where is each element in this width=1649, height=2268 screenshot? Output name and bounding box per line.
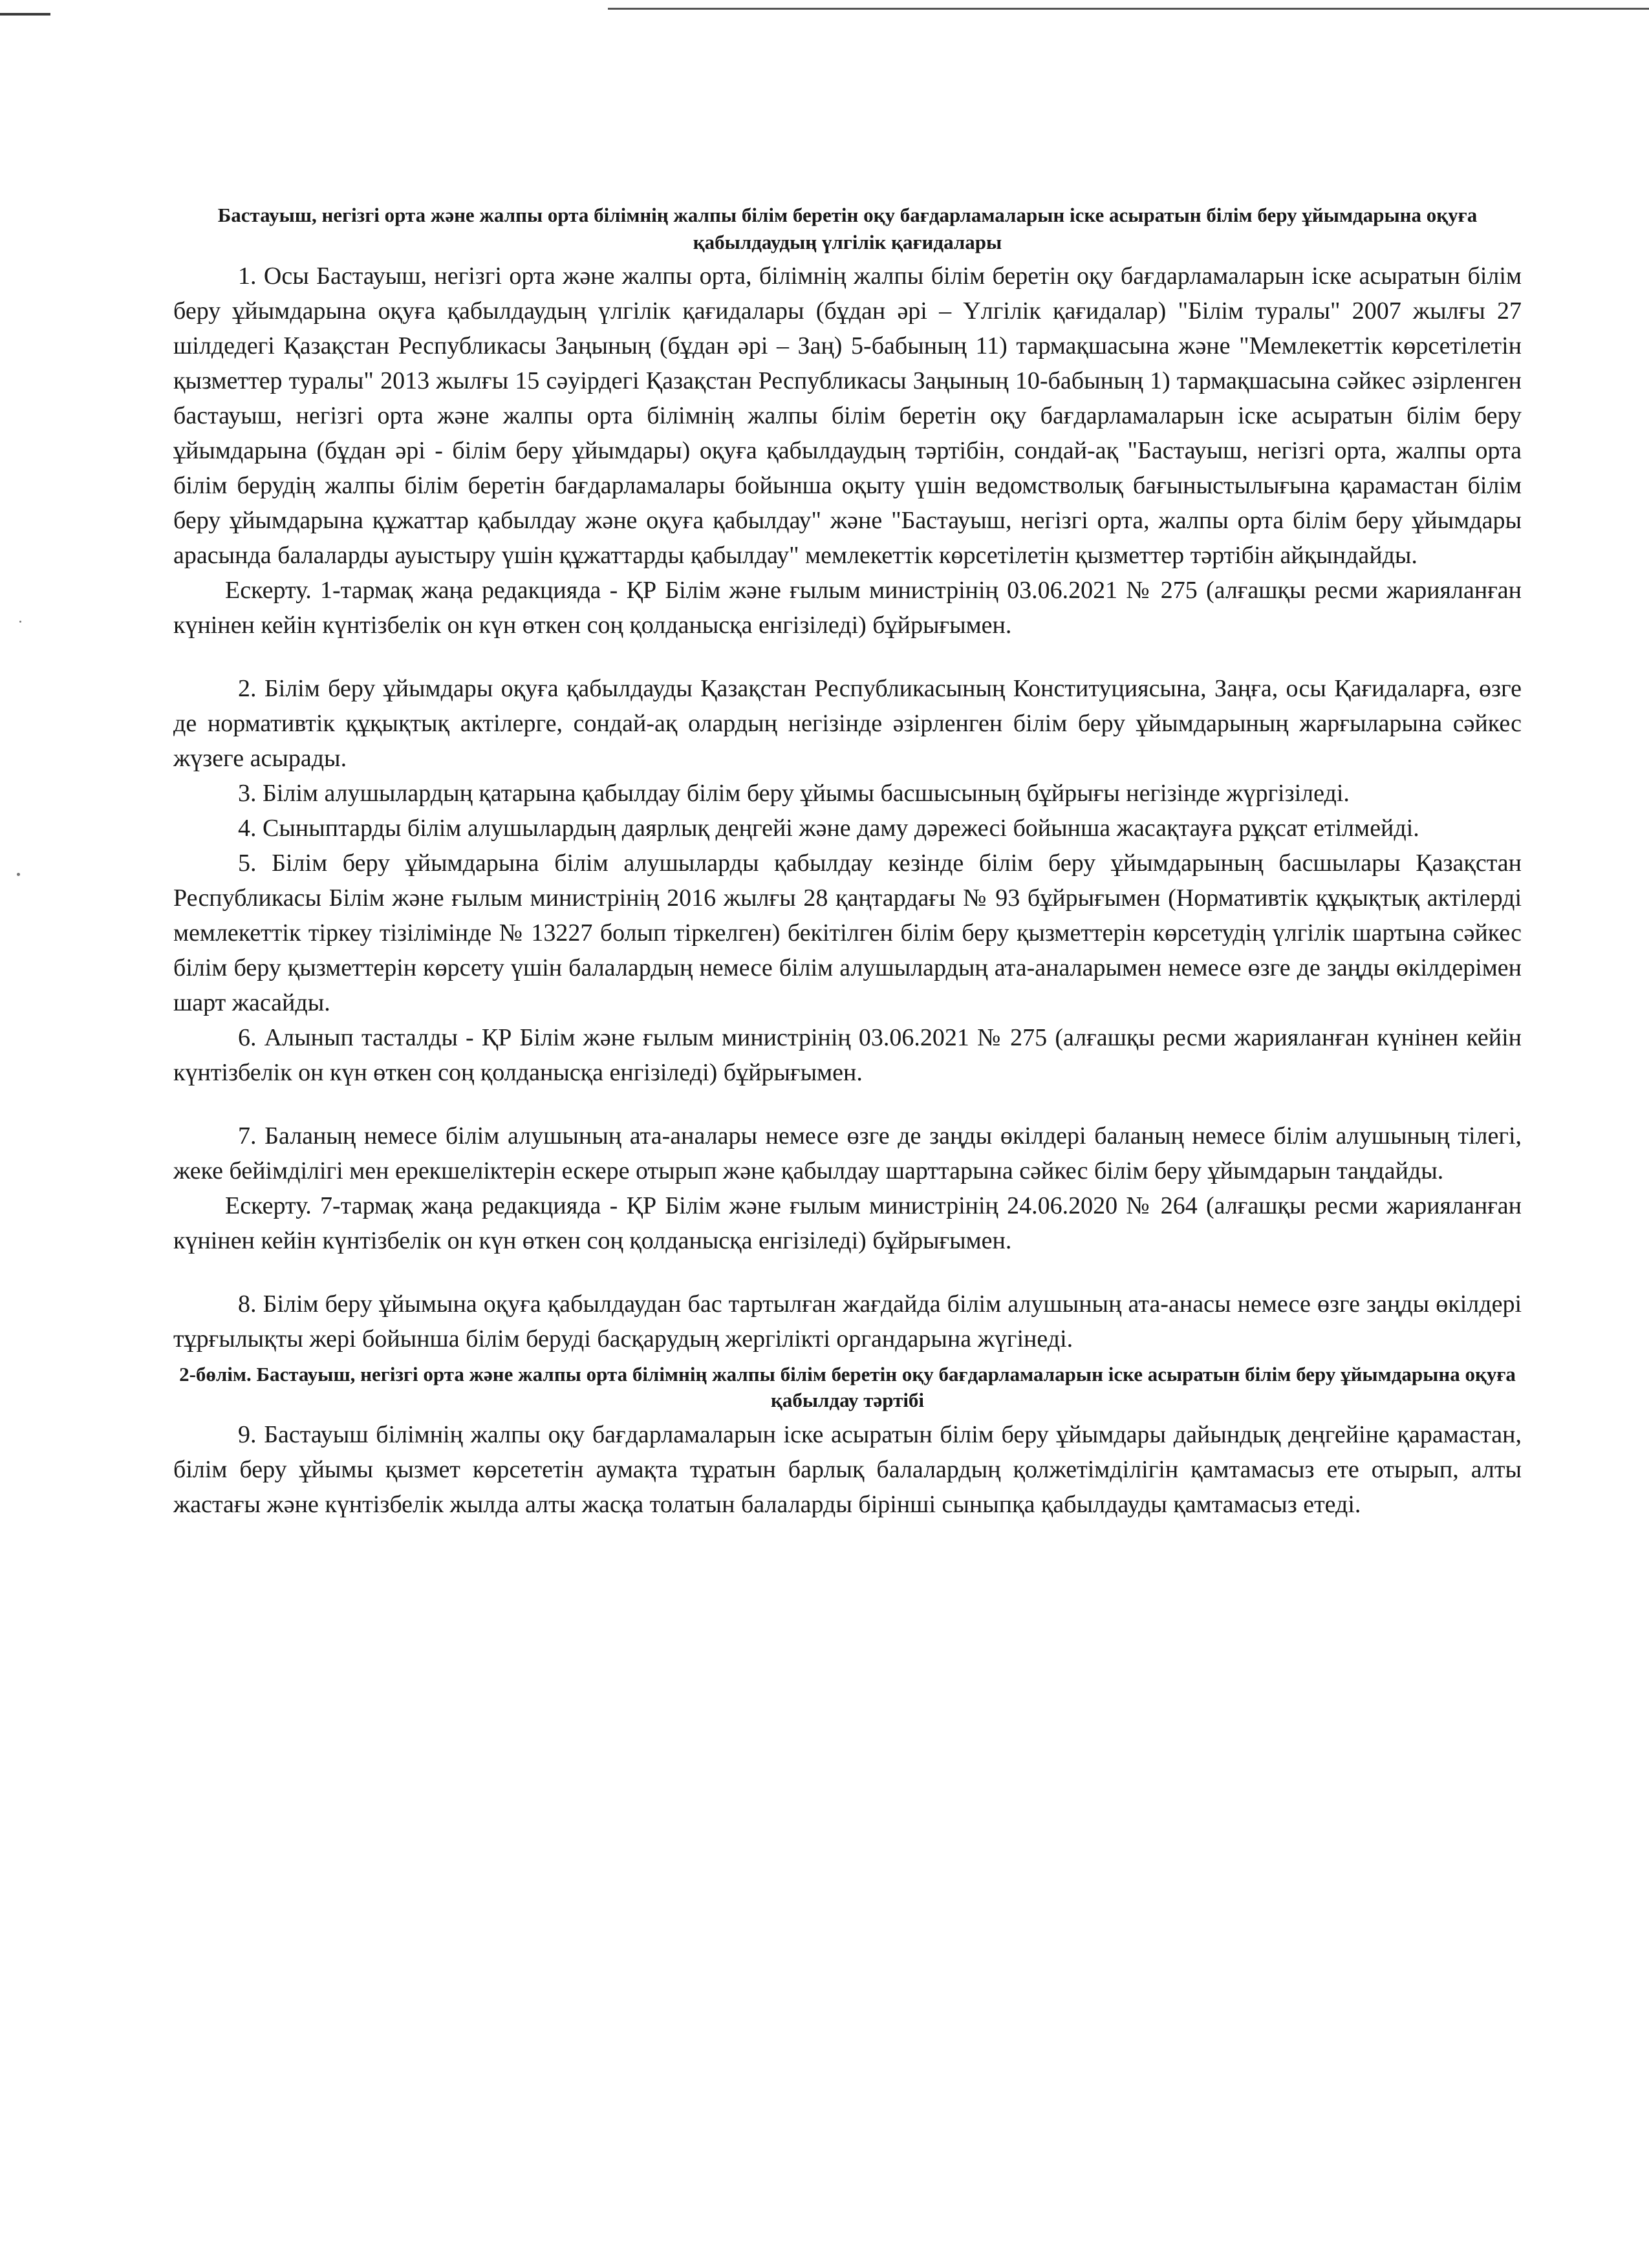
scan-edge-mark-top	[608, 8, 1649, 10]
note-paragraph-1: Ескерту. 1-тармақ жаңа редакцияда - ҚР Білім және ғылым министрінің 03.06.2021 № 275 (алғашқы ресми жарияланған күнінен кейін күнтізбелік он күн өткен соң қолданысқа енгізіледі) бұйрығымен.	[173, 577, 1522, 639]
spacer	[173, 643, 1522, 671]
paragraph-4: 4. Сыныптарды білім алушылардың даярлық деңгейі және даму дәрежесі бойынша жасақтауға рұқсат етілмейді.	[238, 815, 1419, 842]
document-title: Бастауыш, негізгі орта және жалпы орта білімнің жалпы білім беретін оқу бағдарламаларын іске асыратын білім беру ұйымдарына оқуға қабылдаудың үлгілік қағидалары	[217, 204, 1478, 253]
paragraph-3: 3. Білім алушылардың қатарына қабылдау білім беру ұйымы басшысының бұйрығы негізінде жүргізіледі.	[238, 780, 1350, 807]
scan-edge-mark-left	[0, 13, 50, 16]
paragraph-2: 2. Білім беру ұйымдары оқуға қабылдауды Қазақстан Республикасының Конституциясына, Заңға, осы Қағидаларға, өзге де нормативтік құқықтық актілерге, сондай-ақ олардың негізінде әзірленген білім беру ұйымдарының жарғыларына сәйкес жүзеге асырады.	[173, 675, 1522, 772]
spacer	[173, 1090, 1522, 1118]
paragraph-5: 5. Білім беру ұйымдарына білім алушыларды қабылдау кезінде білім беру ұйымдарының басшылары Қазақстан Республикасы Білім және ғылым министрінің 2016 жылғы 28 қаңтардағы № 93 бұйрығымен (Нормативтік құқықтық актілерді мемлекеттік тіркеу тізілімінде № 13227 болып тіркелген) бекітілген білім беру қызметтерін көрсетудің үлгілік шартына сәйкес білім беру қызметтерін көрсету үшін балалардың немесе білім алушылардың ата-аналарымен немесе өзге де заңды өкілдерімен шарт жасайды.	[173, 850, 1522, 1016]
paragraph-1: 1. Осы Бастауыш, негізгі орта және жалпы орта, білімнің жалпы білім беретін оқу бағдарламаларын іске асыратын білім беру ұйымдарына оқуға қабылдаудың үлгілік қағидалары (бұдан әрі – Үлгілік қағидалар) "Білім туралы" 2007 жылғы 27 шілдедегі Қазақстан Республикасы Заңының (бұдан әрі – Заң) 5-бабының 11) тармақшасына және "Мемлекеттік көрсетілетін қызметтер туралы" 2013 жылғы 15 сәуірдегі Қазақстан Республикасы Заңының 10-бабының 1) тармақшасына сәйкес әзірленген бастауыш, негізгі орта және жалпы орта білімнің жалпы білім беретін оқу бағдарламаларын іске асыратын білім беру ұйымдарына (бұдан әрі - білім беру ұйымдары) оқуға қабылдаудың тәртібін, сондай-ақ "Бастауыш, негізгі орта, жалпы орта білім берудің жалпы білім беретін бағдарламалары бойынша оқыту үшін ведомстволық бағыныстылығына қарамастан білім беру ұйымдарына құжаттар қабылдау және оқуға қабылдау" және "Бастауыш, негізгі орта, жалпы орта білім беру ұйымдары арасында балаларды ауыстыру үшін құжаттарды қабылдау" мемлекеттік көрсетілетін қызметтер тәртібін айқындайды.	[173, 262, 1522, 569]
scan-speck	[17, 873, 20, 876]
paragraph-8: 8. Білім беру ұйымына оқуға қабылдаудан бас тартылған жағдайда білім алушының ата-анасы немесе өзге заңды өкілдері тұрғылықты жері бойынша білім беруді басқарудың жергілікті органдарына жүгінеді.	[173, 1290, 1522, 1353]
spacer	[173, 1258, 1522, 1287]
paragraph-7: 7. Баланың немесе білім алушының ата-аналары немесе өзге де заңды өкілдері баланың немесе білім алушының тілегі, жеке бейімділігі мен ерекшеліктерін ескере отырып және қабылдау шарттарына сәйкес білім беру ұйымдарын таңдайды.	[173, 1122, 1522, 1184]
paragraph-6: 6. Алынып тасталды - ҚР Білім және ғылым министрінің 03.06.2021 № 275 (алғашқы ресми жарияланған күнінен кейін күнтізбелік он күн өткен соң қолданысқа енгізіледі) бұйрығымен.	[173, 1024, 1522, 1086]
paragraph-9: 9. Бастауыш білімнің жалпы оқу бағдарламаларын іске асыратын білім беру ұйымдары дайындық деңгейіне қарамастан, білім беру ұйымы қызмет көрсететін аумақта тұратын барлық балалардың қолжетімділігін қамтамасыз ете отырып, алты жастағы және күнтізбелік жылда алты жасқа толатын балаларды бірінші сыныпқа қабылдауды қамтамасыз етеді.	[173, 1421, 1522, 1518]
section-2-title: 2-бөлім. Бастауыш, негізгі орта және жалпы орта білімнің жалпы білім беретін оқу бағдарламаларын іске асыратын білім беру ұйымдарына оқуға қабылдау тәртібі	[179, 1363, 1516, 1411]
note-paragraph-7: Ескерту. 7-тармақ жаңа редакцияда - ҚР Білім және ғылым министрінің 24.06.2020 № 264 (алғашқы ресми жарияланған күнінен кейін күнтізбелік он күн өткен соң қолданысқа енгізіледі) бұйрығымен.	[173, 1192, 1522, 1254]
scan-speck	[19, 621, 21, 623]
document-page	[173, 202, 1522, 1522]
